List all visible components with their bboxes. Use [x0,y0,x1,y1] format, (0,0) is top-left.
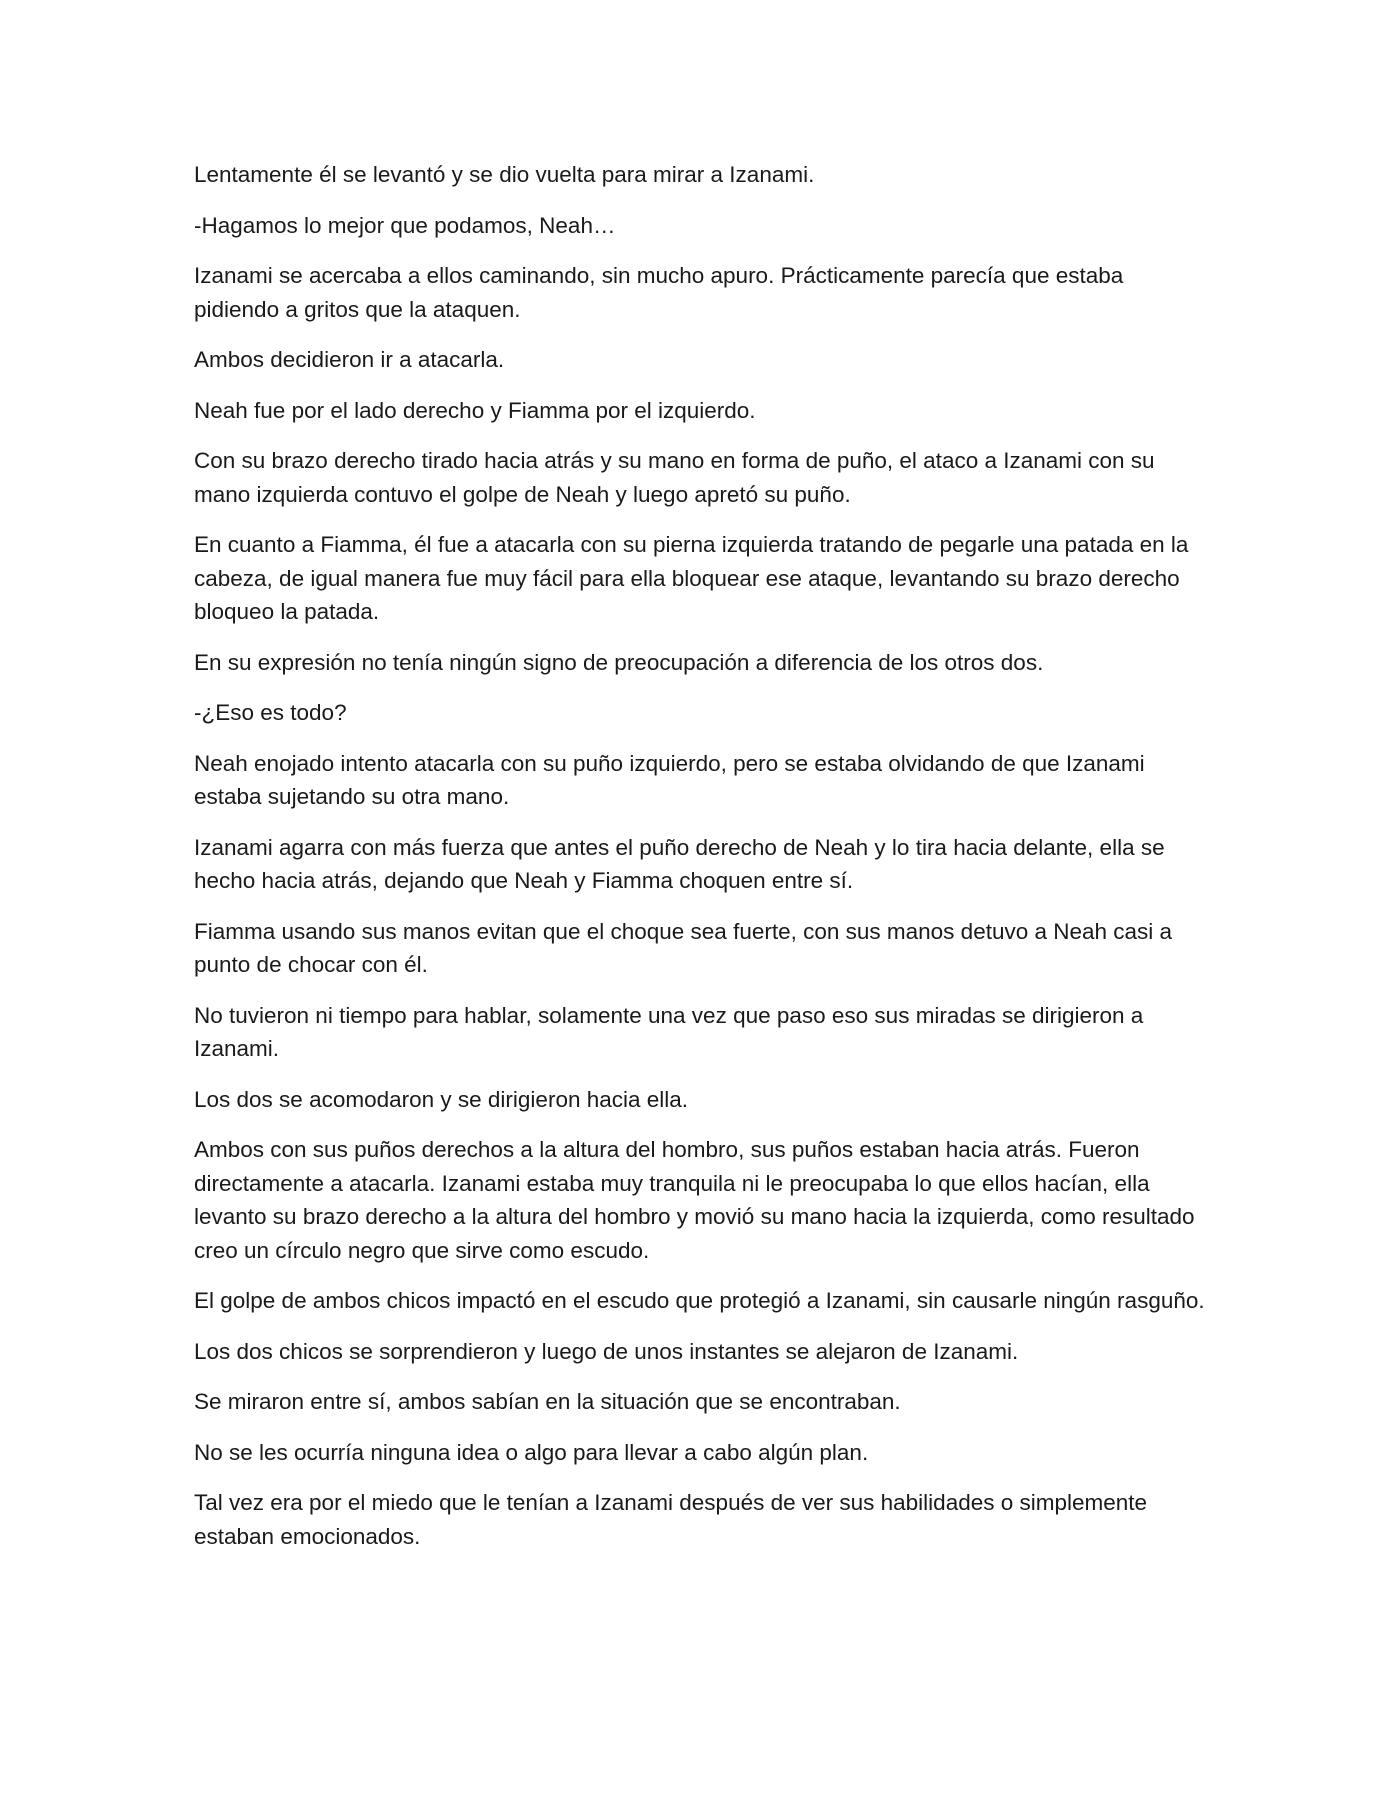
paragraph: Neah fue por el lado derecho y Fiamma por el izquierdo. [194,397,756,423]
paragraph: El golpe de ambos chicos impactó en el escudo que protegió a Izanami, sin causarle ningún rasguño. [194,1288,1205,1313]
paragraph: -Hagamos lo mejor que podamos, Neah… [194,212,616,238]
document-body [194,158,1214,1570]
paragraph: Ambos con sus puños derechos a la altura del hombro, sus puños estaban hacia atrás. Fueron directamente a atacarla. Izanami estaba muy tranquila ni le preocupaba lo que ellos hacían, ella levanto su brazo derecho a la altura del hombro y movió su mano hacia la izquierda, como resultado creo un círculo negro que sirve como escudo. [194,1137,1195,1263]
paragraph: En cuanto a Fiamma, él fue a atacarla con su pierna izquierda tratando de pegarle una patada en la cabeza, de igual manera fue muy fácil para ella bloquear ese ataque, levantando su brazo derecho bloqueo la patada. [194,532,1189,624]
paragraph: Izanami agarra con más fuerza que antes el puño derecho de Neah y lo tira hacia delante, ella se hecho hacia atrás, dejando que Neah y Fiamma choquen entre sí. [194,834,1165,893]
paragraph: Se miraron entre sí, ambos sabían en la situación que se encontraban. [194,1389,901,1414]
paragraph: En su expresión no tenía ningún signo de preocupación a diferencia de los otros dos. [194,649,1044,675]
paragraph: No tuvieron ni tiempo para hablar, solamente una vez que paso eso sus miradas se dirigieron a Izanami. [194,1002,1144,1061]
paragraph: Neah enojado intento atacarla con su puño izquierdo, pero se estaba olvidando de que Izanami estaba sujetando su otra mano. [194,750,1145,809]
paragraph: Tal vez era por el miedo que le tenían a Izanami después de ver sus habilidades o simplemente estaban emocionados. [194,1490,1148,1549]
paragraph: -¿Eso es todo? [194,700,347,725]
paragraph: Los dos se acomodaron y se dirigieron hacia ella. [194,1086,689,1112]
paragraph: Con su brazo derecho tirado hacia atrás y su mano en forma de puño, el ataco a Izanami con su mano izquierda contuvo el golpe de Neah y luego apretó su puño. [194,448,1155,507]
paragraph: Los dos chicos se sorprendieron y luego de unos instantes se alejaron de Izanami. [194,1338,1019,1364]
paragraph: Izanami se acercaba a ellos caminando, sin mucho apuro. Prácticamente parecía que estaba pidiendo a gritos que la ataquen. [194,263,1124,322]
paragraph: Ambos decidieron ir a atacarla. [194,347,505,372]
paragraph: Lentamente él se levantó y se dio vuelta para mirar a Izanami. [194,162,815,187]
paragraph: Fiamma usando sus manos evitan que el choque sea fuerte, con sus manos detuvo a Neah casi a punto de chocar con él. [194,918,1173,977]
paragraph: No se les ocurría ninguna idea o algo para llevar a cabo algún plan. [194,1439,869,1465]
